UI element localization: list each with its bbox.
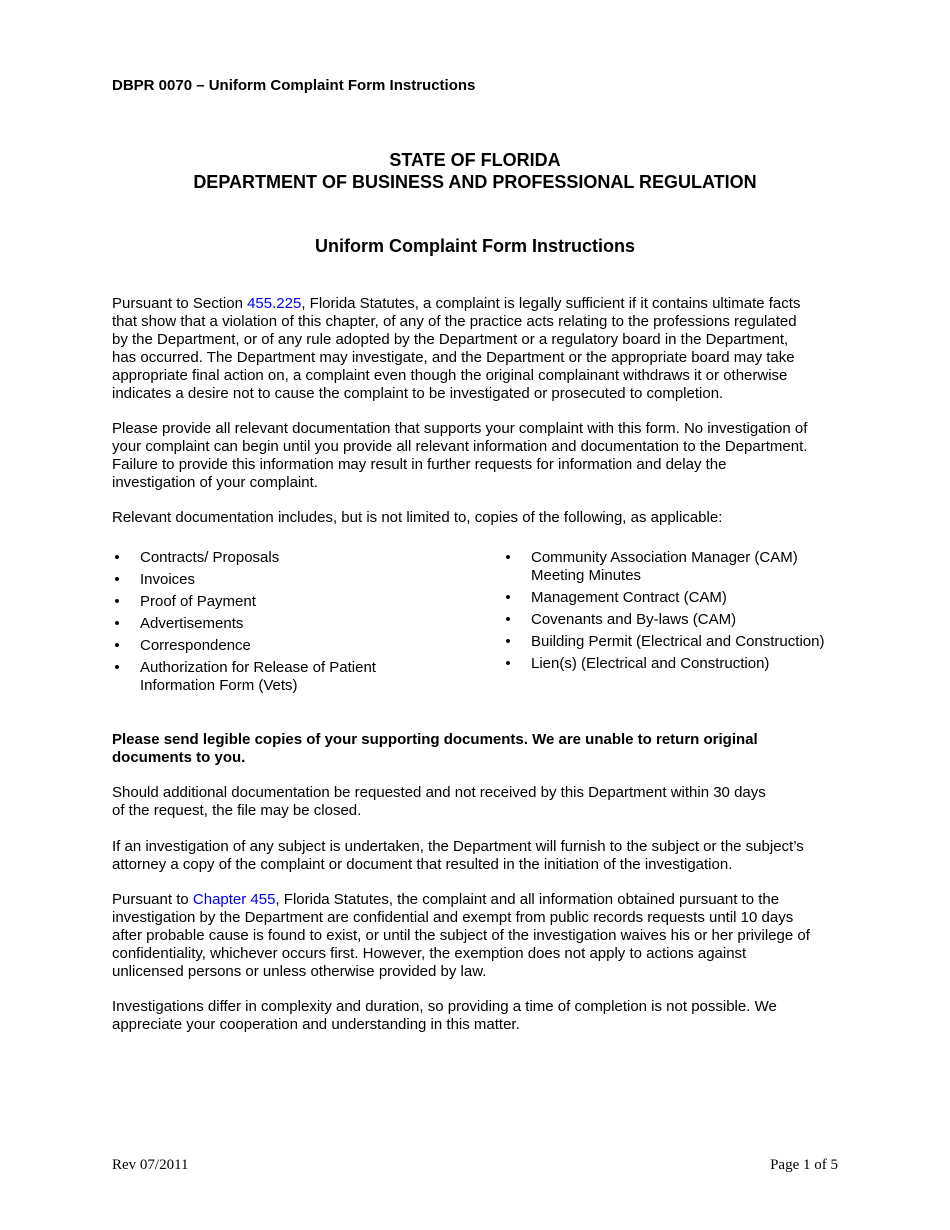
- documentation-list-left: [112, 549, 492, 699]
- paragraph-duration: [112, 998, 840, 1034]
- chapter-455-link[interactable]: Chapter 455: [192, 891, 276, 908]
- list-item-line: Contracts/ Proposals: [140, 549, 280, 566]
- list-item-line: Authorization for Release of Patient: [140, 659, 376, 676]
- list-item-line: Invoices: [140, 571, 196, 588]
- bullet-icon: •: [505, 655, 511, 672]
- list-item-text: [140, 637, 492, 655]
- paragraph-line: unlicensed persons or unless otherwise provided by law.: [112, 963, 487, 980]
- paragraph-line: investigation of your complaint.: [112, 474, 318, 491]
- page-heading: [112, 149, 838, 193]
- bullet-icon: •: [505, 589, 511, 606]
- bullet-icon: •: [505, 633, 511, 650]
- paragraph-line: attorney a copy of the complaint or document that resulted in the initiation of the investigation.: [112, 856, 733, 873]
- list-item-line: Advertisements: [140, 615, 244, 632]
- list-item: [112, 659, 492, 695]
- list-item: [503, 655, 840, 673]
- list-item-line: Management Contract (CAM): [531, 589, 727, 606]
- paragraph-relevant-documentation: [112, 509, 840, 527]
- paragraph-line: investigation by the Department are confidential and exempt from public records requests until 10 days: [112, 909, 794, 926]
- paragraph-line: Investigations differ in complexity and duration, so providing a time of completion is not possible. We: [112, 998, 777, 1015]
- list-item-text: [531, 655, 840, 673]
- list-item: [112, 571, 492, 589]
- paragraph-provide-documentation: [112, 420, 840, 492]
- document-page: [112, 0, 840, 1230]
- list-item: [503, 611, 840, 629]
- form-id-header: DBPR 0070 – Uniform Complaint Form Instructions: [112, 77, 476, 94]
- paragraph-file-closed: [112, 784, 840, 820]
- list-item-text: [531, 633, 840, 651]
- paragraph-line: Should additional documentation be requested and not received by this Department within 30 days: [112, 784, 766, 801]
- list-item-line: Meeting Minutes: [531, 567, 642, 584]
- bullet-icon: •: [114, 659, 120, 676]
- list-item-line: Covenants and By-laws (CAM): [531, 611, 737, 628]
- text-segment: , Florida Statutes, the complaint and all information obtained pursuant to the: [275, 891, 780, 908]
- paragraph-line: appropriate final action on, a complaint even though the original complainant withdraws it or otherwise: [112, 367, 788, 384]
- paragraph-confidentiality: [112, 891, 840, 981]
- bullet-icon: •: [114, 571, 120, 588]
- bullet-icon: •: [114, 549, 120, 566]
- paragraph-line: Please provide all relevant documentation that supports your complaint with this form. No investigation of: [112, 420, 808, 437]
- paragraph-line: confidentiality, whichever occurs first. However, the exemption does not apply to actions against: [112, 945, 747, 962]
- paragraph-line: Failure to provide this information may result in further requests for information and delay the: [112, 456, 727, 473]
- bullet-icon: •: [505, 549, 511, 566]
- document-subtitle: Uniform Complaint Form Instructions: [314, 236, 635, 256]
- paragraph-line: appreciate your cooperation and understanding in this matter.: [112, 1016, 520, 1033]
- paragraph-line: has occurred. The Department may investigate, and the Department or the appropriate board may take: [112, 349, 795, 366]
- list-item-line: Proof of Payment: [140, 593, 256, 610]
- revision-date: Rev 07/2011: [112, 1157, 189, 1173]
- list-item: [503, 589, 840, 607]
- paragraph-line: Relevant documentation includes, but is not limited to, copies of the following, as applicable:: [112, 509, 723, 526]
- list-item-line: Community Association Manager (CAM): [531, 549, 798, 566]
- paragraph-legal-sufficiency: [112, 295, 840, 403]
- state-title: STATE OF FLORIDA: [389, 150, 561, 170]
- paragraph-line: [112, 295, 840, 313]
- list-item: [503, 549, 840, 585]
- paragraph-line: Please send legible copies of your supporting documents. We are unable to return original: [112, 731, 758, 748]
- list-item-text: [531, 549, 840, 585]
- paragraph-line: [112, 891, 840, 909]
- list-item-text: [140, 571, 492, 589]
- list-item-line: Building Permit (Electrical and Construction): [531, 633, 825, 650]
- text-segment: Pursuant to: [112, 891, 193, 908]
- list-item: [112, 615, 492, 633]
- list-item-line: Correspondence: [140, 637, 251, 654]
- paragraph-line: your complaint can begin until you provide all relevant information and documentation to the Department.: [112, 438, 808, 455]
- paragraph-line: after probable cause is found to exist, or until the subject of the investigation waives his or her privilege of: [112, 927, 810, 944]
- paragraph-line: by the Department, or of any rule adopted by the Department or a regulatory board in the Department,: [112, 331, 789, 348]
- list-item-text: [140, 549, 492, 567]
- bullet-icon: •: [114, 593, 120, 610]
- paragraph-line: documents to you.: [112, 749, 246, 766]
- paragraph-line: of the request, the file may be closed.: [112, 802, 362, 819]
- list-item-line: Information Form (Vets): [140, 677, 298, 694]
- bullet-icon: •: [114, 615, 120, 632]
- list-item-line: Lien(s) (Electrical and Construction): [531, 655, 770, 672]
- paragraph-investigation-copy: [112, 838, 840, 874]
- list-item-text: [531, 611, 840, 629]
- bullet-icon: •: [505, 611, 511, 628]
- documentation-list-right: [503, 549, 840, 677]
- list-item: [112, 549, 492, 567]
- list-item-text: [140, 615, 492, 633]
- list-item-text: [140, 593, 492, 611]
- notice-legible-copies: [112, 731, 840, 767]
- paragraph-line: that show that a violation of this chapter, of any of the practice acts relating to the professions regulated: [112, 313, 797, 330]
- section-455-225-link[interactable]: 455.225: [247, 295, 302, 312]
- bullet-icon: •: [114, 637, 120, 654]
- department-title: DEPARTMENT OF BUSINESS AND PROFESSIONAL REGULATION: [193, 172, 757, 192]
- list-item: [112, 637, 492, 655]
- paragraph-line: If an investigation of any subject is undertaken, the Department will furnish to the subject or the subject’s: [112, 838, 804, 855]
- list-item: [112, 593, 492, 611]
- text-segment: , Florida Statutes, a complaint is legally sufficient if it contains ultimate facts: [301, 295, 801, 312]
- paragraph-line: indicates a desire not to cause the complaint to be investigated or prosecuted to completion.: [112, 385, 724, 402]
- list-item-text: [140, 659, 492, 695]
- text-segment: Pursuant to Section: [112, 295, 248, 312]
- page-number: Page 1 of 5: [770, 1157, 838, 1173]
- list-item-text: [531, 589, 840, 607]
- list-item: [503, 633, 840, 651]
